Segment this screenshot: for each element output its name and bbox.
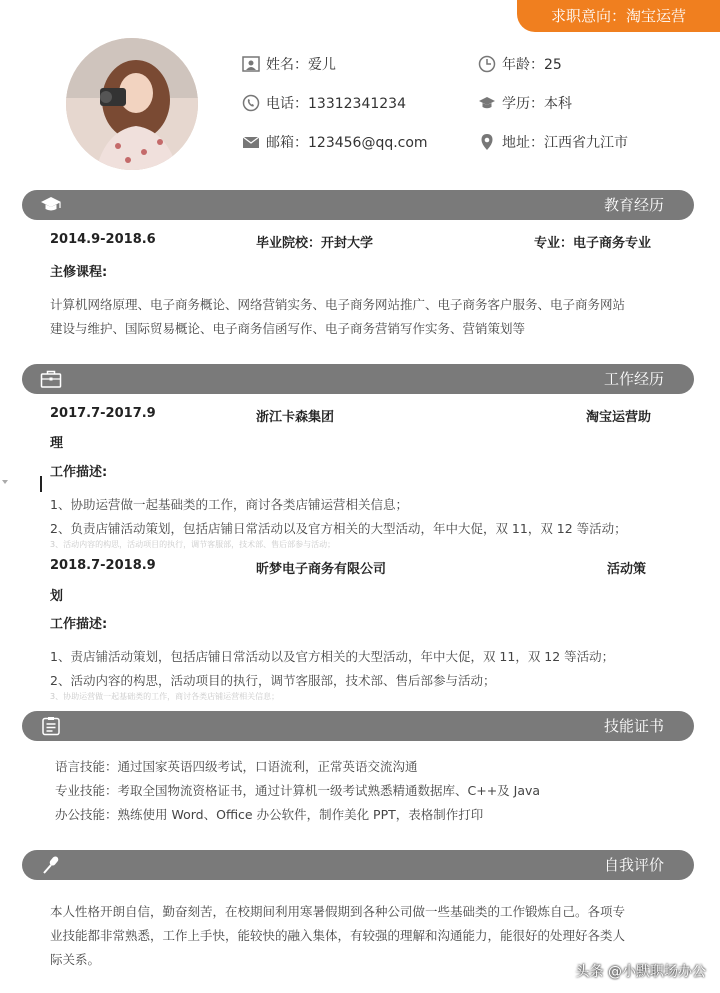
job-1-period: 2017.7-2017.9 — [50, 406, 156, 421]
location-pin-icon — [478, 133, 496, 151]
clipboard-icon — [40, 716, 62, 736]
self-eval-line-2: 业技能都非常熟悉，工作上手快，能较快的融入集体，有较强的理解和沟通能力，能很好的处理好各类人 — [50, 928, 626, 943]
email-field — [242, 132, 428, 152]
job-1-role: 淘宝运营助 — [586, 410, 652, 425]
job-1-role-cont: 理 — [50, 436, 64, 451]
collapse-marker-icon — [2, 480, 8, 484]
self-eval-line-1: 本人性格开朗自信，勤奋刻苦，在校期间利用寒暑假期到各种公司做一些基础类的工作锻炼自己。各项专 — [50, 904, 626, 919]
self-eval-title: 自我评价 — [603, 856, 664, 874]
email-text[interactable]: 邮箱：123456@qq.com — [266, 135, 428, 151]
skills-section-header — [22, 711, 694, 741]
education-major: 专业：电子商务专业 — [534, 236, 652, 251]
job-1-desc-label: 工作描述: — [50, 465, 108, 480]
text-cursor — [40, 476, 42, 492]
phone-field — [242, 93, 406, 113]
skill-professional: 专业技能：考取全国物流资格证书，通过计算机一级考试熟悉精通数据库、C++及 Java — [55, 783, 541, 798]
job-2-line-3: 3、协助运营做一起基础类的工作，商讨各类店铺运营相关信息； — [50, 692, 280, 701]
job-2-line-1: 1、责店铺活动策划，包括店铺日常活动以及官方相关的大型活动，年中大促，双 11，双 12 等活动； — [50, 649, 615, 664]
name-field — [242, 54, 336, 74]
clock-icon — [478, 55, 496, 73]
degree-field — [478, 93, 572, 113]
job-1-line-2: 2、负责店铺活动策划，包括店铺日常活动以及官方相关的大型活动，年中大促，双 11，双 12 等活动； — [50, 521, 627, 536]
education-school: 毕业院校：开封大学 — [256, 236, 374, 251]
job-2-line-2: 2、活动内容的构思，活动项目的执行，调节客服部，技术部、售后部参与活动； — [50, 673, 496, 688]
job-1-company: 浙江卡森集团 — [256, 410, 335, 425]
age-field — [478, 54, 562, 74]
education-period: 2014.9-2018.6 — [50, 232, 156, 247]
job-1-line-3: 3、活动内容的构思，活动项目的执行，调节客服部，技术部、售后部参与活动； — [50, 540, 336, 549]
education-section-header — [22, 190, 694, 220]
skill-office: 办公技能：熟练使用 Word、Office 办公软件，制作美化 PPT，表格制作打印 — [55, 807, 484, 822]
name-text: 姓名：爱儿 — [266, 57, 336, 73]
job-2-role-cont: 划 — [50, 589, 64, 604]
job-2-company: 昕梦电子商务有限公司 — [256, 562, 387, 577]
skills-title: 技能证书 — [603, 717, 664, 735]
education-title: 教育经历 — [603, 196, 664, 214]
avatar — [66, 38, 198, 170]
age-text: 年龄：25 — [502, 57, 562, 73]
phone-icon — [242, 94, 260, 112]
self-eval-section-header — [22, 850, 694, 880]
degree-text: 学历：本科 — [502, 96, 572, 112]
work-title: 工作经历 — [603, 370, 664, 388]
watermark: 头条 @小默职场办公 — [575, 964, 706, 980]
address-text: 地址：江西省九江市 — [502, 135, 628, 151]
self-eval-line-3: 际关系。 — [50, 952, 101, 967]
envelope-icon — [242, 133, 260, 151]
avatar-photo — [66, 38, 198, 170]
job-2-desc-label: 工作描述: — [50, 617, 108, 632]
courses-line-2: 建设与维护、国际贸易概论、电子商务信函写作、电子商务营销写作实务、营销策划等 — [50, 321, 526, 336]
job-2-role: 活动策 — [607, 562, 647, 577]
id-card-icon — [242, 55, 260, 73]
graduation-cap-icon — [478, 94, 496, 112]
job-intent-tag: 求职意向：淘宝运营 — [517, 0, 720, 32]
courses-line-1: 计算机网络原理、电子商务概论、网络营销实务、电子商务网站推广、电子商务客户服务、电子商务网站 — [50, 297, 626, 312]
briefcase-icon — [40, 369, 62, 389]
courses-label: 主修课程: — [50, 265, 108, 280]
work-section-header — [22, 364, 694, 394]
graduation-cap-icon — [40, 195, 62, 215]
phone-text: 电话：13312341234 — [266, 96, 406, 112]
microphone-icon — [40, 855, 62, 875]
skill-language: 语言技能：通过国家英语四级考试，口语流利，正常英语交流沟通 — [55, 759, 418, 774]
job-1-line-1: 1、协助运营做一起基础类的工作，商讨各类店铺运营相关信息； — [50, 497, 408, 512]
address-field — [478, 132, 628, 152]
job-2-period: 2018.7-2018.9 — [50, 558, 156, 573]
